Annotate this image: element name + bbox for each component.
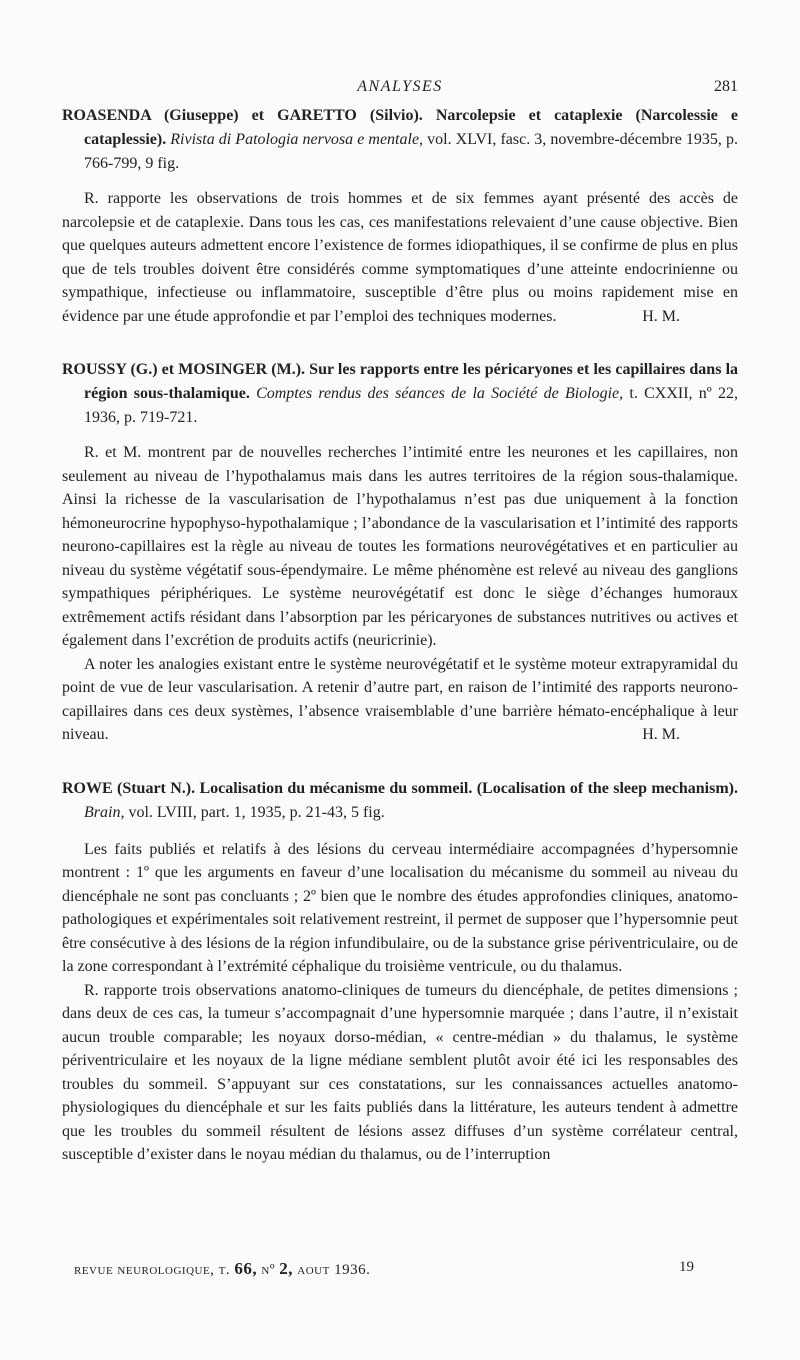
entry-signature: H. M. bbox=[642, 726, 680, 743]
entry-title: Narcolepsie et cataplexie (Narcolessie e cataplessie). bbox=[84, 107, 739, 148]
entry-title: Sur les rapports entre les péricaryones et les capillaires dans la région sous-thalamique. bbox=[84, 361, 739, 402]
running-head bbox=[62, 78, 738, 104]
entry-citation: vol. LVIII, part. 1, 1935, p. 21-43, 5 fig. bbox=[128, 803, 385, 821]
paragraph-text: R. rapporte les observations de trois hommes et de six femmes ayant présenté des accès de narcolepsie et de cataplexie. Dans tous les cas, ces manifestations relevaient d’une cause objective. Bien que quelques auteurs admettent encore l’existence de formes idiopathiques, il se confirme de plus en plus que de tels troubles doivent être considérés comme symptomatiques d’une atteinte endocrinienne ou sympathique, infectieuse ou inflammatoire, susceptible d’être plus ou moins rapidement mise en évidence par une étude approfondie et par l’emploi des techniques modernes. bbox=[62, 190, 738, 325]
entry-authors: ROASENDA (Giuseppe) et GARETTO (Silvio). bbox=[62, 107, 423, 124]
signature-mark: 19 bbox=[679, 1259, 694, 1275]
footer-date: aout 1936. bbox=[297, 1262, 371, 1278]
footer-journal bbox=[74, 1259, 371, 1278]
footer-volume: 66, bbox=[234, 1259, 258, 1278]
paragraph-text: Les faits publiés et relatifs à des lésions du cerveau intermédiaire accompagnées d’hypersomnie montrent : 1º que les arguments en faveur d’une localisation du mécanisme du sommeil au niveau du diencéphale ne sont pas concluants ; 2º bien que le nombre des études approfondies cliniques, anatomo-pathologiques et expérimentales soit relativement restreint, il permet de supposer que l’hypersomnie peut être consécutive à des lésions de la région infundibulaire, ou de la substance grise périventriculaire, ou de la zone correspondant à l’extrémité céphalique du troisième ventricule, ou du thalamus. bbox=[62, 840, 738, 975]
paragraph-text: R. et M. montrent par de nouvelles recherches l’intimité entre les neurones et les capillaires, non seulement au niveau de l’hypothalamus mais dans les autres territoires de la région sous-thalamique. Ainsi la richesse de la vascularisation de l’hypothalamus n’est pas due uniquement à la fonction hémoneurocrine hypophyso-hypothalamique ; l’abondance de la vascularisation et l’intimité des rapports neurono-capillaires est la règle au niveau de toutes les formations neurovégétatives et en particulier au niveau du système végétatif sous-épendymaire. Le même phénomène est relevé au niveau des ganglions sympathiques périphériques. Le système neurovégétatif est donc le siège d’échanges humoraux extrêmement actifs résidant dans l’absorption par les péricaryones de substances nutritives ou actives et également dans l’excrétion de produits actifs (neuricrinie). bbox=[62, 444, 738, 649]
paragraph-text: R. rapporte trois observations anatomo-cliniques de tumeurs du diencéphale, de petites dimensions ; dans deux de ces cas, la tumeur s’accompagnait d’une hypersomnie marquée ; dans l’autre, il n’existait aucun trouble comparable; les noyaux dorso-médian, « centre-médian » du thalamus, le système périventriculaire et les noyaux de la ligne médiane semblent plutôt avoir été ici les responsables des troubles du sommeil. S’appuyant sur ces constatations, sur les connaissances actuelles anatomo-physiologiques du diencéphale et sur les faits publiés dans la littérature, les auteurs tendent à admettre que les troubles du sommeil résultent de lésions assez diffuses d’un système corrélateur central, susceptible d’exister dans le noyau médian du thalamus, ou de l’interruption bbox=[62, 981, 738, 1163]
entry-signature: H. M. bbox=[642, 307, 680, 325]
entry-citation: vol. XLVI, fasc. 3, novembre-décembre 1935, p. 766-799, 9 fig. bbox=[84, 131, 738, 172]
entry-journal: Rivista di Patologia nervosa e mentale, bbox=[170, 131, 424, 148]
entry-paragraph bbox=[62, 979, 738, 1167]
entry-paragraph bbox=[62, 187, 738, 328]
abstract-entry bbox=[62, 104, 738, 328]
entry-authors: ROWE (Stuart N.). bbox=[62, 779, 196, 797]
entry-heading bbox=[62, 104, 738, 176]
footer-journal-prefix: revue neurologique, t. bbox=[74, 1262, 231, 1278]
page-number: 281 bbox=[714, 78, 738, 95]
running-title: ANALYSES bbox=[357, 78, 443, 95]
entry-paragraph bbox=[62, 838, 738, 979]
entry-journal: Brain, bbox=[84, 803, 125, 821]
entry-paragraph bbox=[62, 441, 738, 653]
footer-number: 2, bbox=[279, 1259, 294, 1278]
page bbox=[62, 78, 738, 1197]
page-footer bbox=[74, 1259, 694, 1279]
entry-paragraph bbox=[62, 653, 738, 747]
abstract-entry bbox=[62, 358, 738, 747]
entry-citation: t. CXXII, nº 22, 1936, p. 719-721. bbox=[84, 385, 739, 426]
abstract-entry bbox=[62, 777, 738, 1167]
footer-number-label: nº bbox=[261, 1262, 276, 1278]
entry-title: Localisation du mécanisme du sommeil. (Localisation of the sleep mechanism). bbox=[199, 779, 739, 797]
paragraph-text: A noter les analogies existant entre le système neurovégétatif et le système moteur extrapyramidal du point de vue de leur vascularisation. A retenir d’autre part, en raison de l’intimité des rapports neurono-capillaires dans ces deux systèmes, l’absence vraisemblable d’une barrière hémato-encéphalique à leur niveau. bbox=[62, 655, 738, 743]
entry-authors: ROUSSY (G.) et MOSINGER (M.). bbox=[62, 361, 306, 378]
entry-heading bbox=[62, 777, 738, 825]
entry-journal: Comptes rendus des séances de la Société de Biologie, bbox=[256, 385, 624, 402]
entry-heading bbox=[62, 358, 738, 430]
